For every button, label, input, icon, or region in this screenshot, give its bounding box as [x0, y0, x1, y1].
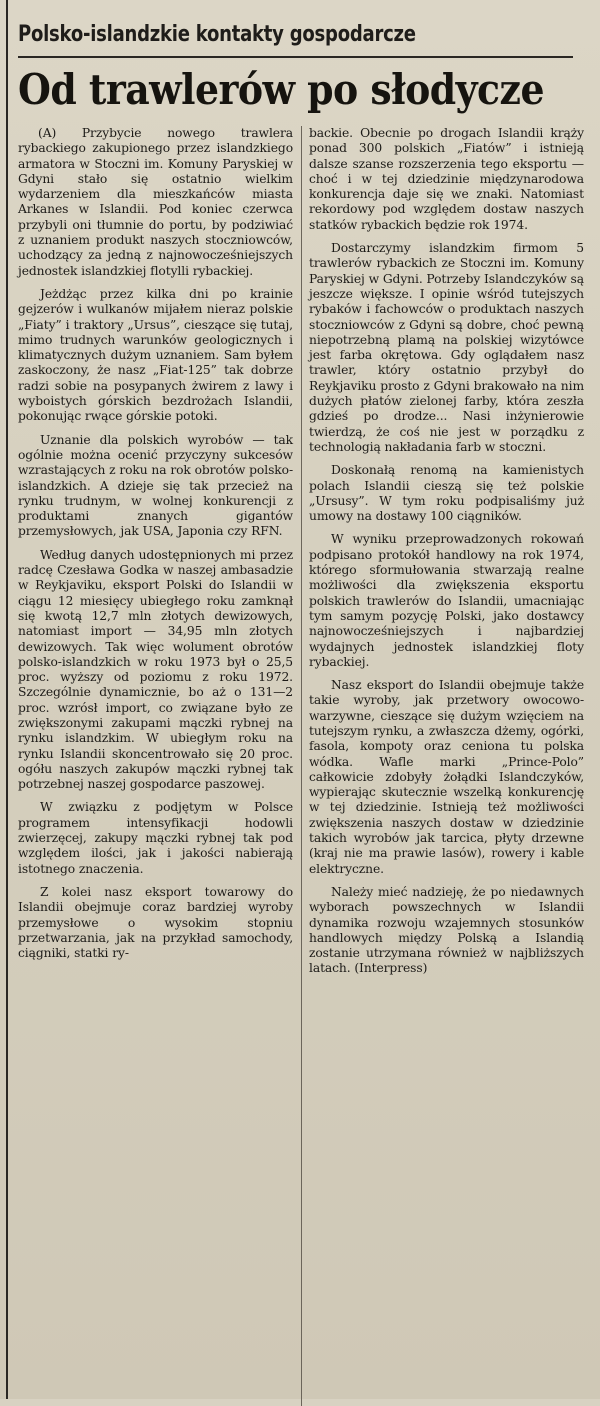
paragraph: Nasz eksport do Islandii obejmuje także takie wyroby, jak przetwory owocowo-warzywne, cieszące się dużym wzięciem na tutejszym rynku, a zwłaszcza dżemy, ogórki, fasola, kompoty oraz ceniona tu polska wódka. Wafle marki „Prince-Polo” całkowicie zdobyły żołądki Islandczyków, wypierając skutecznie wszelką konkurencję w tej dziedzinie. Istnieją też możliwości zwiększenia naszych dostaw w dziedzinie takich wyrobów jak tarcica, płyty drzewne (kraj nie ma prawie lasów), rowery i kable elektryczne. [309, 678, 584, 876]
left-column [18, 126, 293, 985]
paragraph: W związku z podjętym w Polsce programem intensyfikacji hodowli zwierzęcej, zakupy mączki rybnej tak pod względem ilości, jak i jakości nabierają istotnego znaczenia. [18, 800, 293, 876]
paragraph: Dostarczymy islandzkim firmom 5 trawlerów rybackich ze Stoczni im. Komuny Paryskiej w Gdyni. Potrzeby Islandczyków są jeszcze większe. I opinie wśród tutejszych rybaków i fachowców o produktach naszych stoczniowców z Gdyni są dobre, choć pewną niepotrzebną plamą na polskiej wizytówce jest farba okrętowa. Gdy oglądałem nasz trawler, który ostatnio przybył do Reykjaviku prosto z Gdyni brakowało na nim dużych płatów zielonej farby, która zeszła gdzieś po drodze... Nasi inżynierowie twierdzą, że coś nie jest w porządku z technologią nakładania farb w stoczni. [309, 241, 584, 454]
article-body [18, 126, 584, 985]
paragraph: backie. Obecnie po drogach Islandii krąży ponad 300 polskich „Fiatów” i istnieją dalsze szanse rozszerzenia tego eksportu — choć i w tej dziedzinie międzynarodowa konkurencja daje się we znaki. Natomiast rekordowy pod względem dostaw naszych statków rybackich będzie rok 1974. [309, 126, 584, 232]
right-column [309, 126, 584, 985]
article-headline: Od trawlerów po słodycze [18, 65, 544, 114]
kicker-rule [18, 56, 573, 58]
column-divider [301, 126, 302, 1406]
paragraph: Uznanie dla polskich wyrobów — tak ogólnie można ocenić przyczyny sukcesów wzrastających z roku na rok obrotów polsko-islandzkich. A dzieje się tak przecież na rynku trudnym, w wolnej konkurencji z produktami znanych gigantów przemysłowych, jak USA, Japonia czy RFN. [18, 432, 293, 539]
paragraph: Doskonałą renomą na kamienistych polach Islandii cieszą się też polskie „Ursusy”. W tym roku podpisaliśmy już umowy na dostawy 100 ciągników. [309, 463, 584, 524]
paragraph: W wyniku przeprowadzonych rokowań podpisano protokół handlowy na rok 1974, którego sformułowania stwarzają realne możliwości dla zwiększenia eksportu polskich trawlerów do Islandii, umacniając tym samym pozycję Polski, jako dostawcy najnowocześniejszych i najbardziej wydajnych jednostek islandzkiej floty rybackiej. [309, 532, 584, 669]
paragraph: Jeżdżąc przez kilka dni po krainie gejzerów i wulkanów mijałem nieraz polskie „Fiaty” i traktory „Ursus”, cieszące się tutaj, mimo trudnych warunków geologicznych i klimatycznych dużym uznaniem. Sam byłem zaskoczony, że nasz „Fiat-125” tak dobrze radzi sobie na posypanych żwirem z lawy i wyboistych górskich bezdrożach Islandii, pokonując rwące górskie potoki. [18, 286, 293, 424]
paragraph: Z kolei nasz eksport towarowy do Islandii obejmuje coraz bardziej wyroby przemysłowe o wysokim stopniu przetwarzania, jak na przykład samochody, ciągniki, statki ry- [18, 884, 293, 961]
column-rule-left [6, 0, 8, 1399]
paragraph: (A) Przybycie nowego trawlera rybackiego zakupionego przez islandzkiego armatora w Stoczni im. Komuny Paryskiej w Gdyni stało się ostatnio wielkim wydarzeniem dla mieszkańców miasta Arkanes w Islandii. Pod koniec czerwca przybyli oni tłumnie do portu, by podziwiać z uznaniem produkt naszych stoczniowców, uchodzący za jedną z najnowocześniejszych jednostek islandzkiej flotylli rybackiej. [18, 126, 293, 278]
paragraph: Według danych udostępnionych mi przez radcę Czesława Godka w naszej ambasadzie w Reykjaviku, eksport Polski do Islandii w ciągu 12 miesięcy ubiegłego roku zamknął się kwotą 12,7 mln złotych dewizowych, natomiast import — 34,95 mln złotych dewizowych. Tak więc wolument obrotów polsko-islandzkich w roku 1973 był o 25,5 proc. wyższy od poziomu z roku 1972. Szczególnie dynamicznie, bo aż o 131—2 proc. wzrósł import, co związane było ze zwiększonymi zakupami mączki rybnej na rynku islandzkim. W ubiegłym roku na rynku Islandii skoncentrowało się 20 proc. ogółu naszych zakupów mączki rybnej tak potrzebnej naszej gospodarce paszowej. [18, 547, 293, 792]
article-kicker: Polsko-islandzkie kontakty gospodarcze [18, 22, 416, 47]
paragraph: Należy mieć nadzieję, że po niedawnych wyborach powszechnych w Islandii dynamika rozwoju wzajemnych stosunków handlowych między Polską a Islandią zostanie utrzymana również w najbliższych latach. (Interpress) [309, 884, 584, 976]
